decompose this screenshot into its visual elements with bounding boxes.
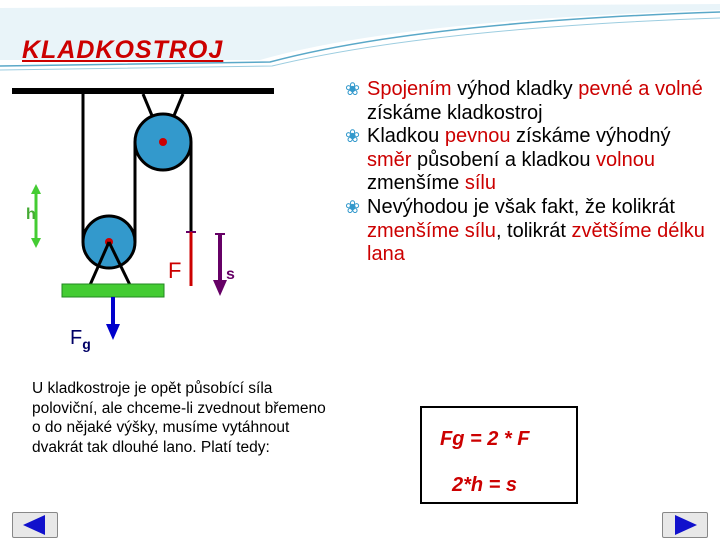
bullet-segment: získáme výhodný [516,125,671,148]
bullet-segment: zmenšíme sílu [367,219,496,242]
slide-title: KLADKOSTROJ [22,36,224,64]
bullet-segment: získáme kladkostroj [367,101,543,124]
bullet-list [345,78,715,267]
height-arrow-head-up [31,184,41,194]
ceiling-beam [12,88,274,94]
bullet-text [367,125,671,194]
bullet-segment: volnou [596,148,655,171]
label-Fg [70,327,91,352]
arrow-left-icon [13,513,57,537]
bullet-item [345,78,715,125]
bullet-text [367,196,705,265]
formula-force: Fg = 2 * F [440,428,530,450]
distance-arrow-head [213,280,227,296]
label-Fg-main: F [70,327,83,349]
bullet-segment: směr [367,148,417,171]
bullet-segment: Kladkou [367,125,445,148]
bullet-segment: Spojením [367,78,458,100]
bullet-segment: sílu [464,172,496,195]
prev-slide-button[interactable] [12,512,58,538]
fixed-pulley-axle [159,138,167,146]
label-F: F [168,258,182,283]
bullet-text [367,78,703,124]
bullet-segment: výhod kladky [457,78,579,100]
label-Fg-sub: g [82,336,91,352]
caption-text: U kladkostroje je opět působící síla poloviční, ale chceme-li zvednout břemeno o do nějaké výšky, musíme vytáhnout dvakrát tak dlouhé lano. Platí tedy: [32,380,326,456]
bullet-segment: pevné a volné [578,78,703,100]
bullet-segment: pevnou [444,125,517,148]
height-arrow-head-down [31,238,41,248]
gravity-arrow-head [106,324,120,340]
pulley-diagram [0,0,340,380]
bullet-segment: zvětšíme délku lana [367,219,705,266]
bullet-segment: , tolikrát [495,219,572,242]
label-h: h [26,206,36,223]
bullet-item [345,125,715,196]
bullet-item [345,196,715,267]
load-plate [62,284,164,297]
bullet-segment: zmenšíme [367,172,465,195]
label-s: s [226,266,235,283]
bullet-icon: ❀ [345,126,361,147]
bullet-icon: ❀ [345,79,361,99]
formula-distance: 2*h = s [452,474,518,496]
next-slide-button[interactable] [662,512,708,538]
bullet-icon: ❀ [345,196,361,217]
bullet-segment: Nevýhodou je však fakt, že kolikrát [367,195,675,218]
bullet-segment: působení a kladkou [417,148,597,171]
arrow-right-icon [663,513,707,537]
